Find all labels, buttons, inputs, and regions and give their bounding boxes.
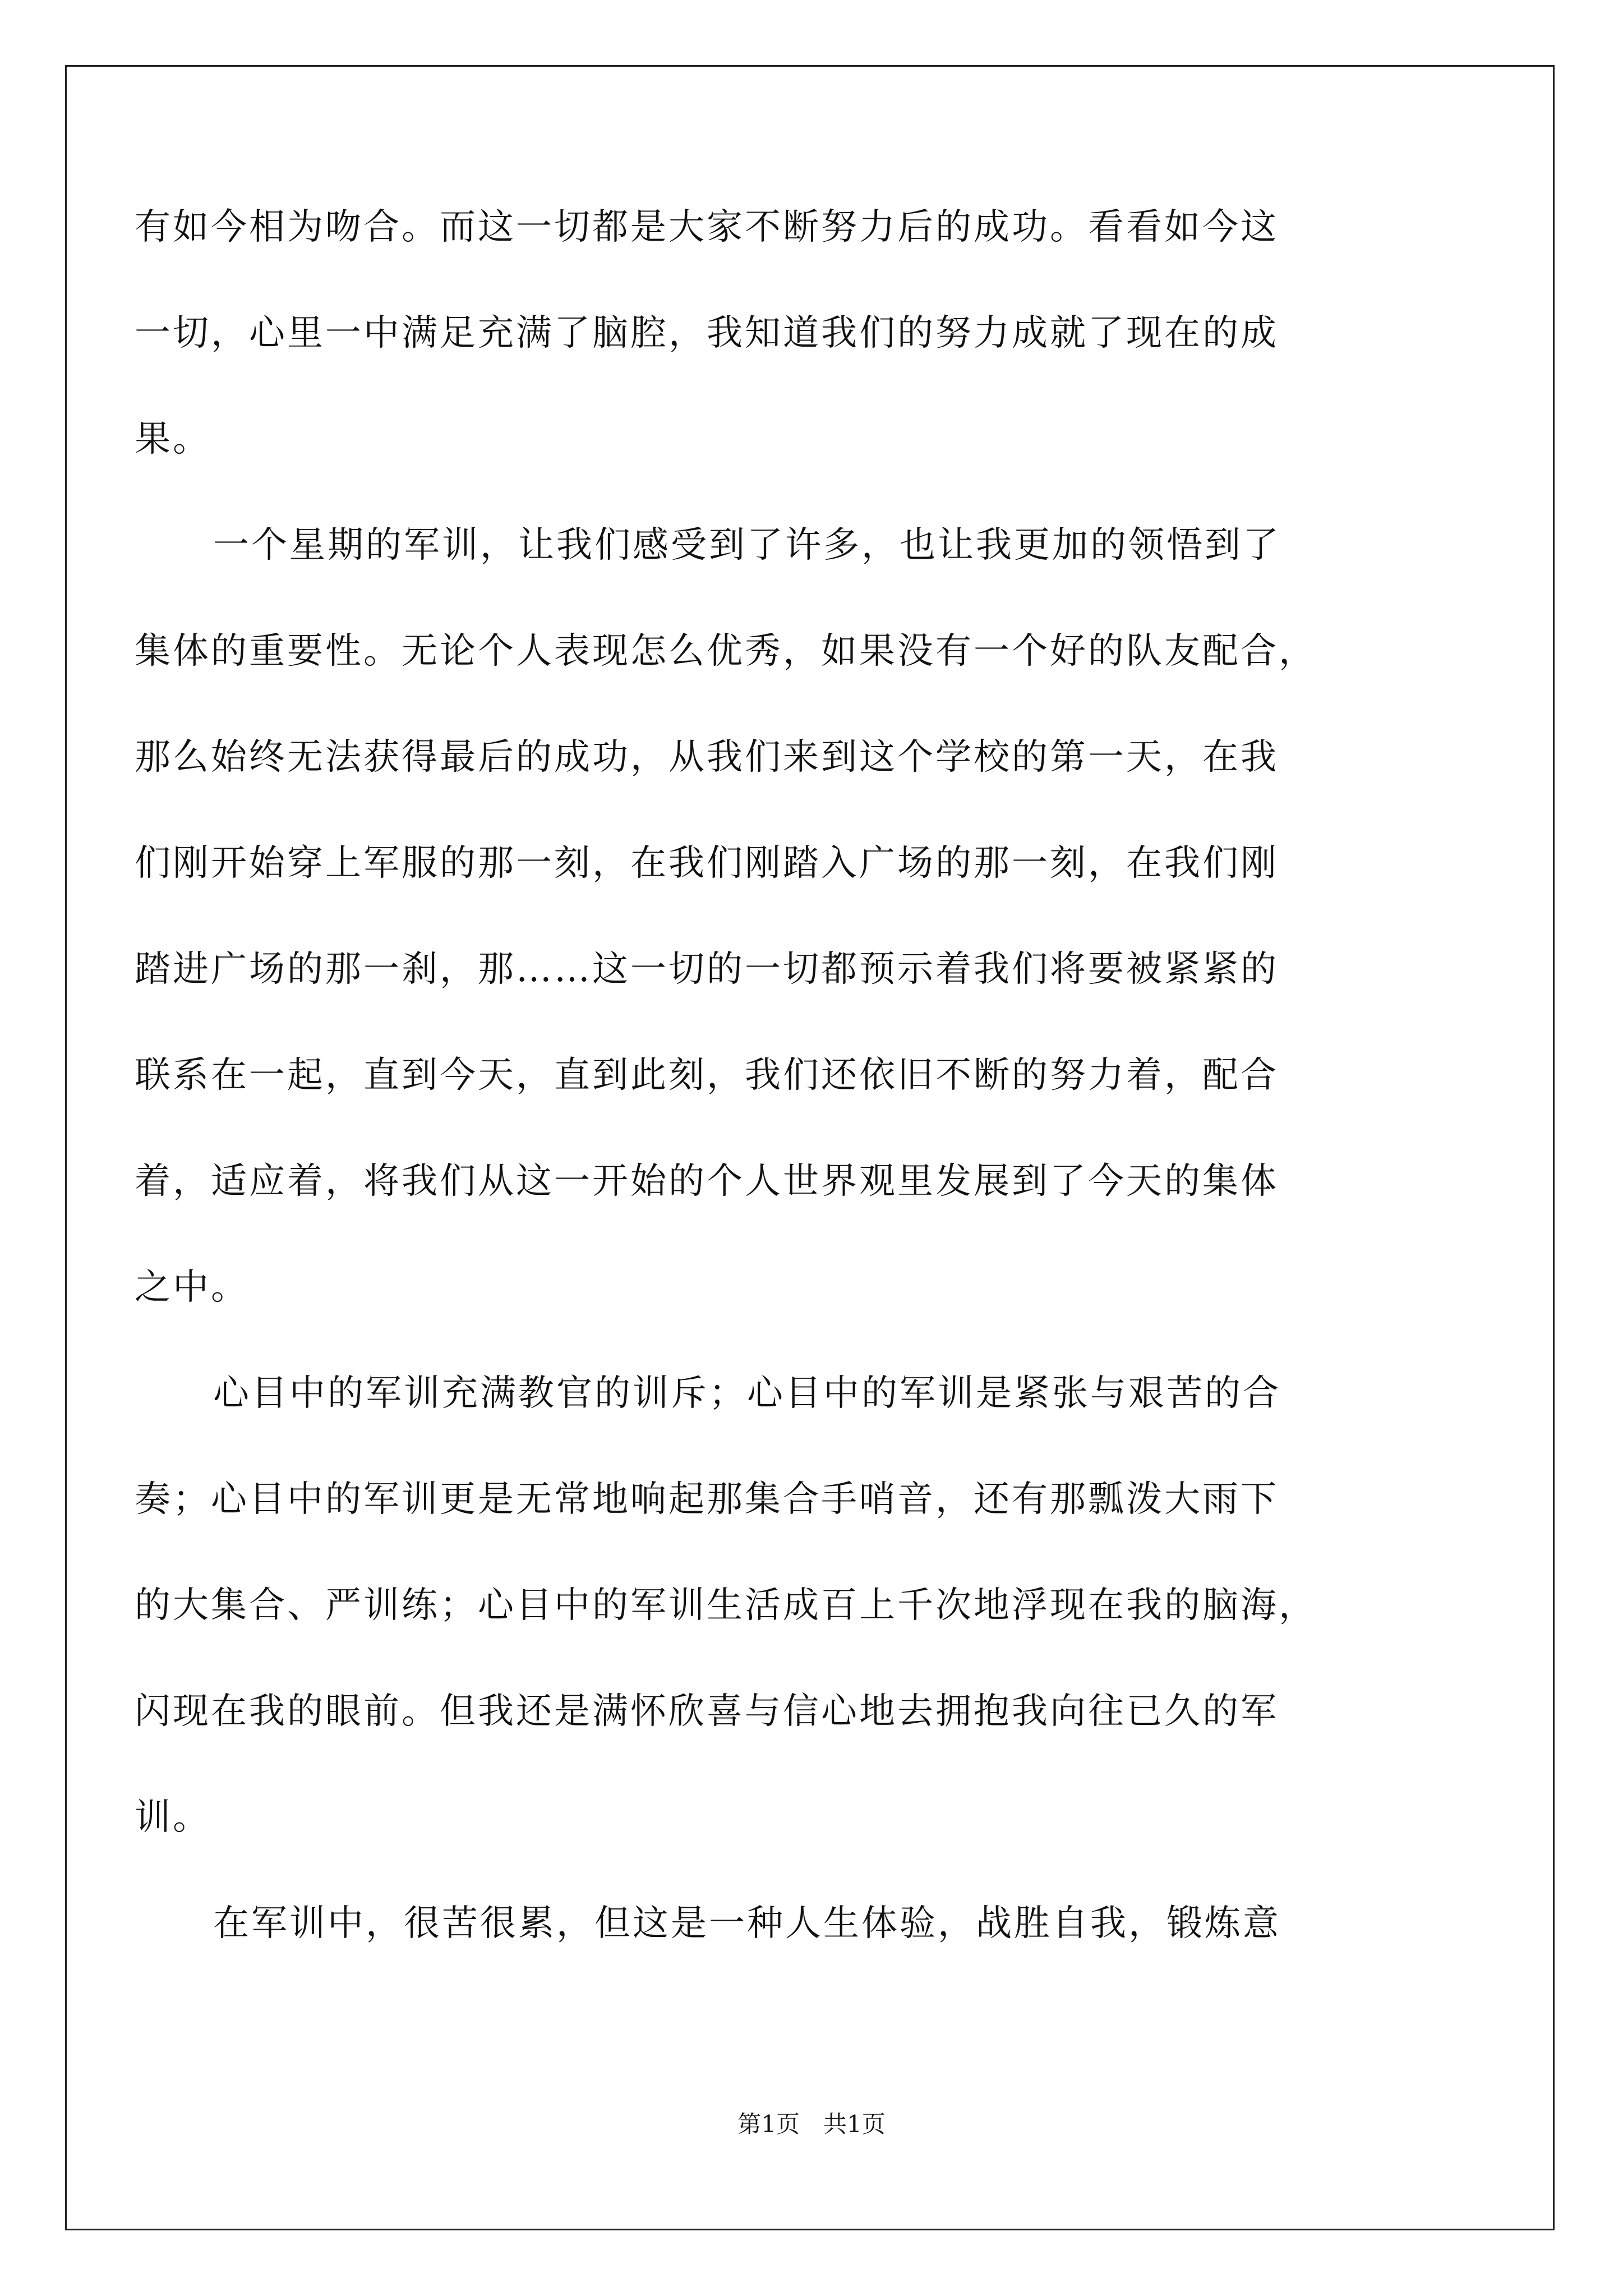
text-line-16: 训。 [135,1797,211,1838]
text-line-14: 的大集合、严训练；心目中的军训生活成百上千次地浮现在我的脑海， [135,1585,1317,1626]
text-line-15: 闪现在我的眼前。但我还是满怀欣喜与信心地去拥抱我向往已久的军 [135,1691,1279,1732]
text-line-12: 心目中的军训充满教官的训斥；心目中的军训是紧张与艰苦的合 [213,1373,1281,1414]
text-line-3: 果。 [135,418,211,460]
text-line-17: 在军训中，很苦很累，但这是一种人生体验，战胜自我，锻炼意 [213,1903,1281,1944]
text-line-13: 奏；心目中的军训更是无常地响起那集合手哨音，还有那瓢泼大雨下 [135,1479,1279,1520]
page-number-footer: 第1页 共1页 [737,2110,886,2138]
text-line-7: 们刚开始穿上军服的那一刻，在我们刚踏入广场的那一刻，在我们刚 [135,843,1279,884]
text-line-11: 之中。 [135,1267,249,1308]
text-line-2: 一切，心里一中满足充满了脑腔，我知道我们的努力成就了现在的成 [135,312,1279,354]
text-line-8: 踏进广场的那一刹，那……这一切的一切都预示着我们将要被紧紧的 [135,949,1279,990]
text-line-6: 那么始终无法获得最后的成功，从我们来到这个学校的第一天，在我 [135,737,1279,778]
document-body [135,208,1427,2010]
text-line-10: 着，适应着，将我们从这一开始的个人世界观里发展到了今天的集体 [135,1161,1279,1202]
text-line-4: 一个星期的军训，让我们感受到了许多，也让我更加的领悟到了 [213,524,1281,566]
text-line-9: 联系在一起，直到今天，直到此刻，我们还依旧不断的努力着，配合 [135,1055,1279,1096]
text-line-5: 集体的重要性。无论个人表现怎么优秀，如果没有一个好的队友配合， [135,631,1317,672]
text-line-1: 有如今相为吻合。而这一切都是大家不断努力后的成功。看看如今这 [135,206,1279,248]
